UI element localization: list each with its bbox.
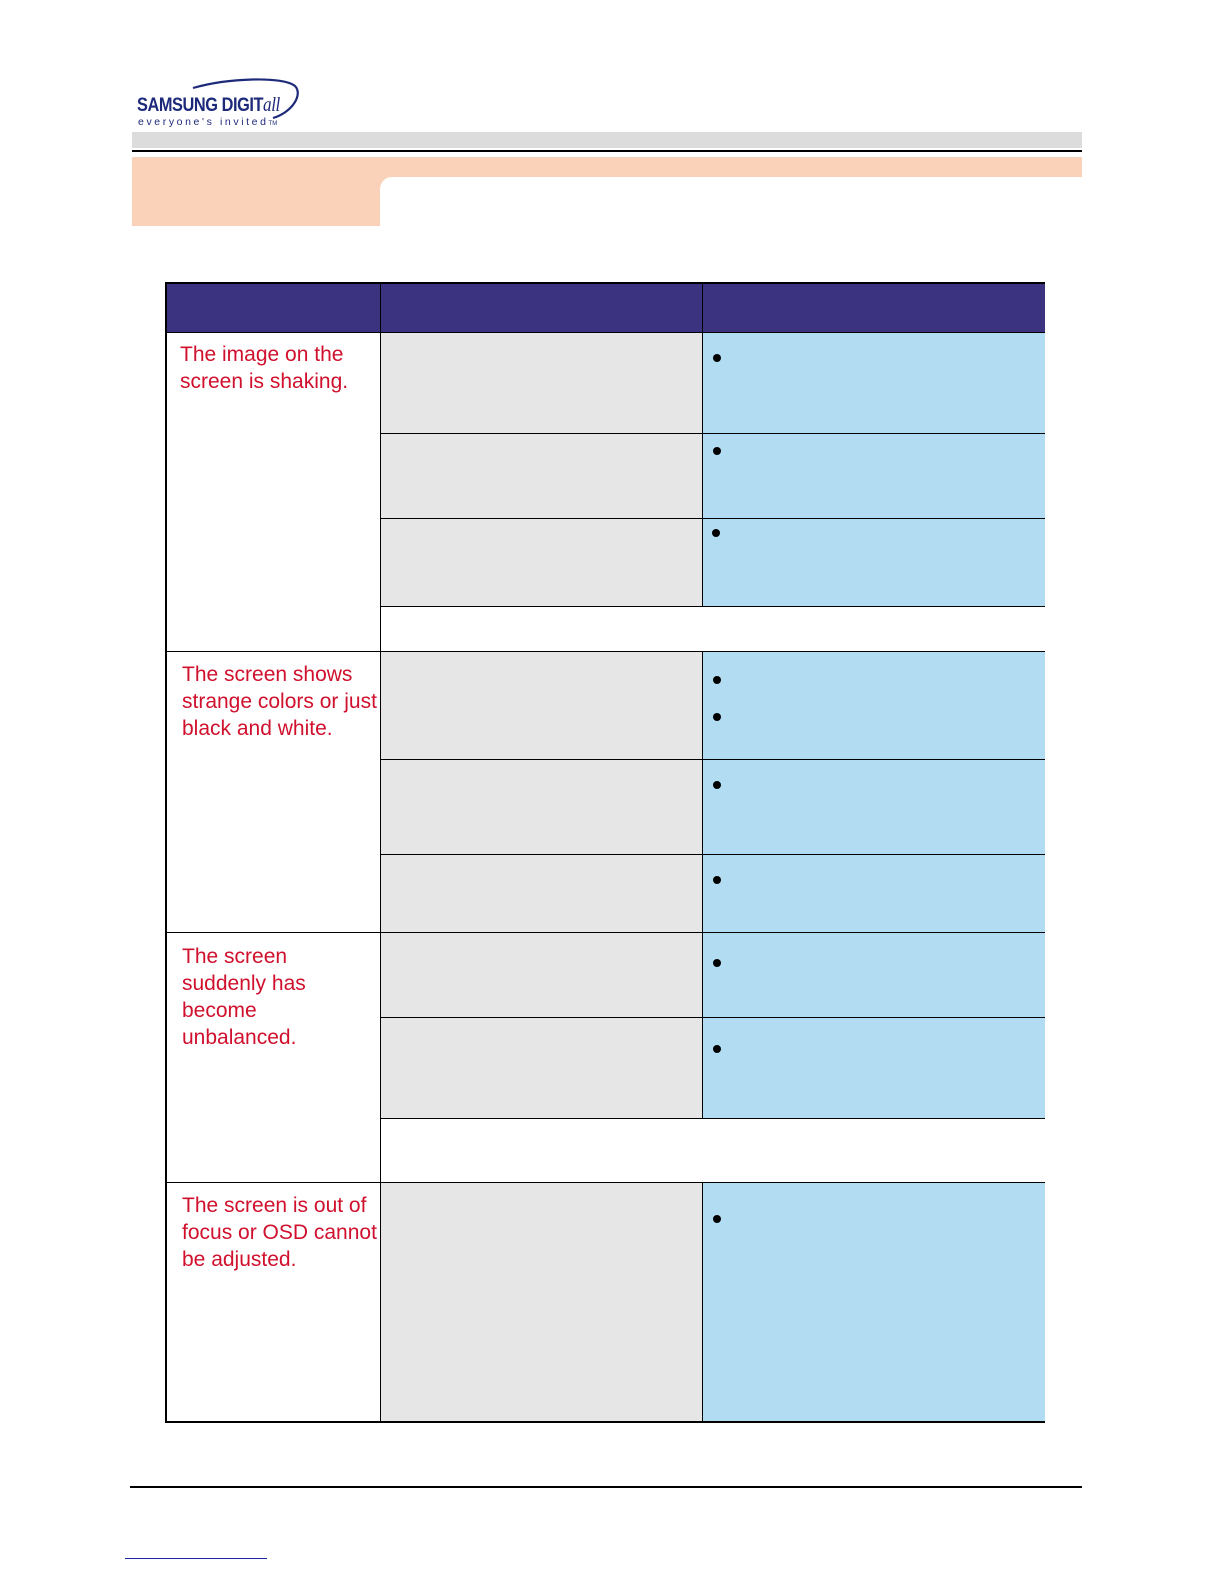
solution-cell: [703, 855, 1045, 932]
problem-text: The screen is out of focus or OSD cannot be adjusted.: [182, 1194, 377, 1271]
bullet-icon: [713, 676, 721, 684]
table-divider: [167, 1182, 1045, 1183]
problem-text: The screen shows strange colors or just black and white.: [182, 663, 377, 740]
section-title-tab-corner: [380, 177, 394, 189]
bullet-icon: [713, 447, 721, 455]
table-divider: [381, 854, 1045, 855]
bullet-icon: [713, 959, 721, 967]
check-cell: [381, 1018, 703, 1118]
footer-link-underline: [125, 1558, 267, 1559]
note-cell: [381, 1119, 1045, 1182]
table-divider: [167, 332, 1045, 333]
table-divider: [381, 606, 1045, 607]
note-cell: [381, 607, 1045, 651]
samsung-logo: [133, 78, 303, 130]
check-cell: [381, 333, 703, 433]
bullet-icon: [713, 876, 721, 884]
check-cell: [381, 760, 703, 854]
table-divider: [167, 651, 1045, 652]
check-cell: [381, 855, 703, 932]
footer-rule: [130, 1486, 1082, 1488]
logo-tagline-mark: TM: [268, 121, 278, 127]
solution-cell: [703, 333, 1045, 433]
table-header-check: [381, 284, 703, 332]
bullet-icon: [713, 1045, 721, 1053]
table-divider: [381, 433, 1045, 434]
header-gray-band: [132, 132, 1082, 148]
problem-text: The screen suddenly has become unbalanced.: [182, 945, 306, 1049]
bullet-icon: [712, 529, 720, 537]
logo-tagline: everyone's invited: [138, 116, 269, 128]
solution-cell: [703, 434, 1045, 518]
solution-cell: [703, 652, 1045, 759]
table-divider: [381, 759, 1045, 760]
bullet-icon: [713, 354, 721, 362]
table-header-problem: [167, 284, 381, 332]
table-divider: [702, 651, 703, 1118]
solution-cell: [703, 760, 1045, 854]
bullet-icon: [713, 1215, 721, 1223]
section-title-tab: [132, 177, 380, 226]
solution-cell: [703, 933, 1045, 1017]
troubleshooting-table: [165, 282, 1045, 1423]
check-cell: [381, 1183, 703, 1421]
table-divider: [381, 1017, 1045, 1018]
table-divider: [381, 518, 1045, 519]
check-cell: [381, 434, 703, 518]
header-rule: [132, 150, 1082, 152]
problem-text: The image on the screen is shaking.: [180, 343, 349, 393]
section-title-band: [132, 157, 1082, 177]
logo-brand-script: all: [263, 94, 280, 116]
table-divider: [381, 1118, 1045, 1119]
solution-cell: [703, 519, 1045, 606]
table-divider: [167, 932, 1045, 933]
solution-cell: [703, 1183, 1045, 1421]
check-cell: [381, 652, 703, 759]
solution-cell: [703, 1018, 1045, 1118]
check-cell: [381, 933, 703, 1017]
check-cell: [381, 519, 703, 606]
bullet-icon: [713, 713, 721, 721]
table-header-solution: [703, 284, 1045, 332]
logo-brand-text: SAMSUNG DIGIT: [137, 95, 264, 116]
bullet-icon: [713, 781, 721, 789]
table-divider: [702, 1182, 703, 1421]
table-divider: [380, 284, 381, 1421]
